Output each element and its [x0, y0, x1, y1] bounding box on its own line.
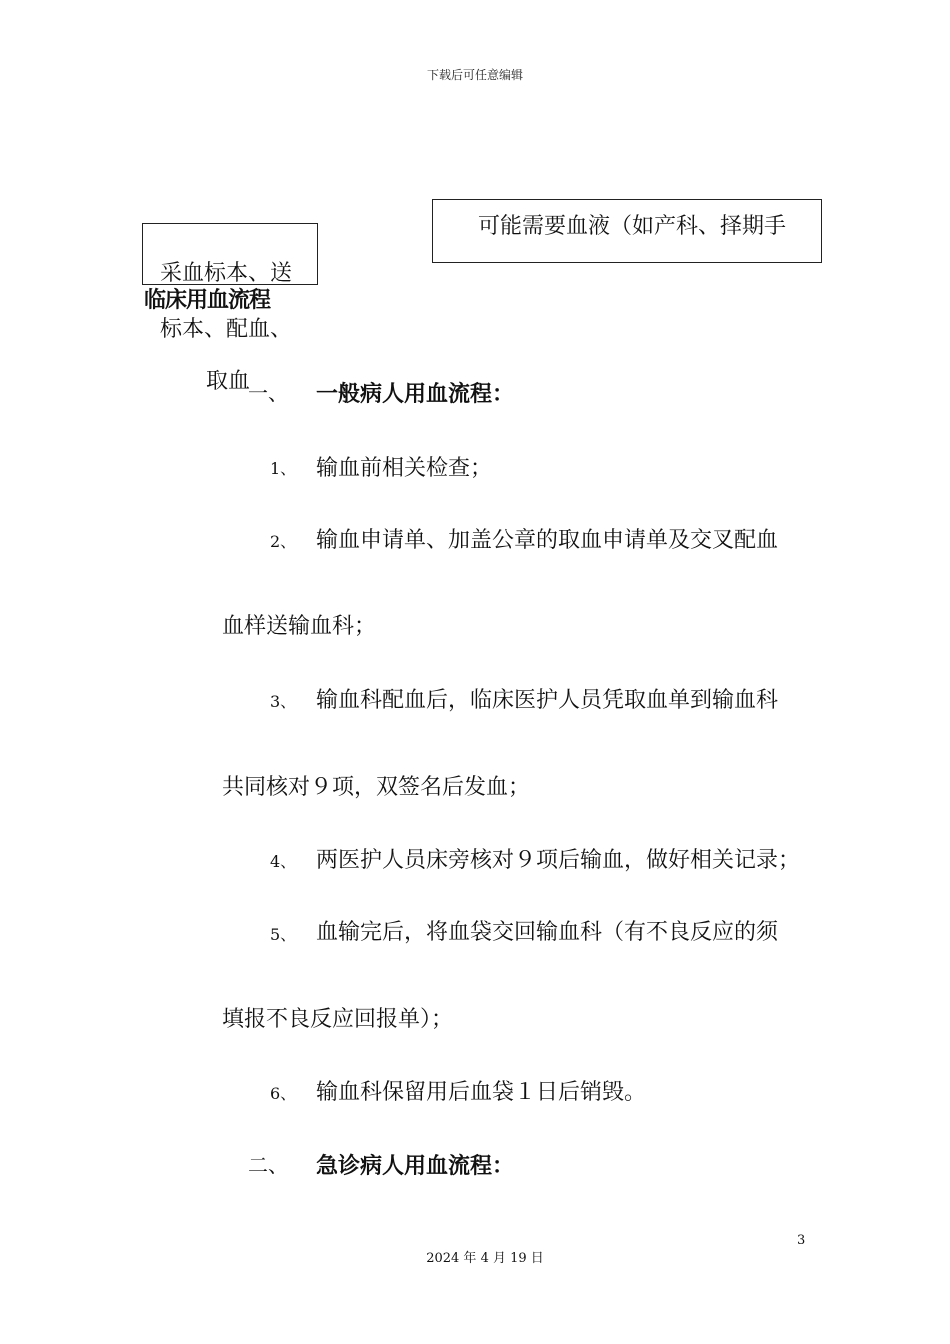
- section-2-number: 二、: [248, 1153, 288, 1177]
- flowchart-box-left-line-2: 标本、配血、: [160, 317, 293, 342]
- page-header: 下载后可任意编辑: [426, 68, 523, 82]
- item-4-number: 4、: [270, 852, 297, 871]
- item-5-text: 血输完后，将血袋交回输血科（有不良反应的须: [316, 920, 779, 945]
- flowchart-box-left-line-3: 取血: [206, 369, 251, 394]
- flowchart-box-left-line-1: 采血标本、送: [160, 261, 293, 286]
- flowchart-box-right-text: 可能需要血液（如产科、择期手: [478, 214, 787, 239]
- item-1-number: 1、: [270, 459, 297, 478]
- item-2-text: 输血申请单、加盖公章的取血申请单及交叉配血: [316, 528, 779, 553]
- item-1-text: 输血前相关检查；: [316, 456, 493, 481]
- page-number: 3: [797, 1233, 806, 1248]
- section-1-heading: 一般病人用血流程：: [316, 382, 515, 407]
- section-1-number: 一、: [248, 381, 288, 405]
- item-2-continuation: 血样送输血科；: [222, 614, 377, 639]
- item-5-number: 5、: [270, 925, 297, 944]
- item-3-number: 3、: [270, 692, 297, 711]
- item-6-text: 输血科保留用后血袋１日后销毁。: [316, 1080, 647, 1105]
- item-2-number: 2、: [270, 532, 297, 551]
- footer-date: 2024 年 4 月 19 日: [426, 1251, 544, 1266]
- item-3-continuation: 共同核对９项，双签名后发血；: [222, 775, 531, 800]
- item-3-text: 输血科配血后，临床医护人员凭取血单到输血科: [316, 688, 779, 713]
- document-title: 临床用血流程: [144, 288, 271, 313]
- section-2-heading: 急诊病人用血流程：: [316, 1154, 515, 1179]
- item-6-number: 6、: [270, 1084, 297, 1103]
- item-5-continuation: 填报不良反应回报单）；: [222, 1007, 454, 1032]
- item-4-text: 两医护人员床旁核对９项后输血，做好相关记录；: [316, 848, 801, 873]
